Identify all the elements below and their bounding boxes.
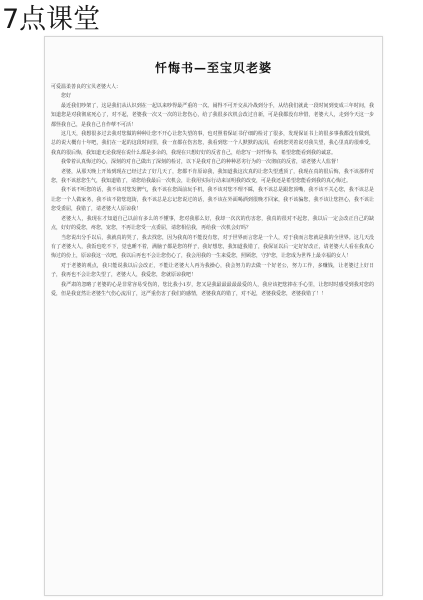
page-heading: 7点课堂 (2, 4, 101, 35)
letter-paragraph: 这几天，我想很多过去我对您做的种种让您不开心让您失望的事，也对照着保证书仔细的检讨了很多，发现保证书上的很多事我都没有做到，总的说大概有十年吧，我们在一起的这段时间里，我一直都在伤害您，我看到您一个人默默的流泪，看到您哭着说对我失望，我心里真的很难受，我真的很后悔，我知道无论我现在说什么都是多余的，我现在只想好好的反省自己，给您写一封忏悔书，希望您能看到我的诚意。 (51, 131, 374, 156)
letter-paragraph: 当您说出分手以后，我就真的哭了，我去找您，因为我真的不能没有您，对于世界而言您是一个人，对于我而言您就是我的全世界。这几天没有了老婆大人，我饭也吃不下，觉也睡不着，满脑子都是您的样子，我好想您，我知道我错了，我保证以后一定好好改正，请老婆大人看在我真心悔过的份上，原谅我这一次吧，我以后再也不会让您伤心了，我会用我的一生来爱您，照顾您，守护您，让您成为世界上最幸福的女人！ (51, 234, 374, 260)
letter-paragraph: 我严肃的忽略了老婆的心是非常容易受伤的，您比我小1岁，您又是我最最最最最爱的人，我应该把您捧在手心里，让您时时感受到我对您的爱，但是我竟然让老婆生气伤心流泪了，这严重伤害了我们的感情，老婆我真的错了，对不起，老婆我爱您，老婆我错了！！ (51, 281, 374, 297)
letter-paragraph: 最近我们吵架了，这是我们从认识到在一起以来吵得最严重的一次。闹得不可开交从冷战到分手，从结我们就此一段时间到变成三年时间，我知道您是对我彻底死心了，对不起，老婆我一次又一次的让您伤心，给了我很多次机会改过自新，可是我都没有珍惜，老婆大人，走到今天这一步都怪我自己，是我自己自作孽不可活！ (51, 102, 374, 128)
letter-paragraph: 我带着认真悔过的心，深刻的对自己做出了深刻的检讨，以下是我对自己的种种恶劣行为的一次彻底的反省，请老婆大人监督！ (61, 159, 342, 166)
letter-scan (44, 36, 383, 596)
letter-paragraph: 您好 (61, 93, 72, 100)
letter-title: 忏悔书—至宝贝老婆 (154, 61, 272, 75)
letter-body (51, 83, 374, 589)
letter-paragraph: 我不该不听您的话，我不该对您发脾气，我不该在您面前玩手机，我不该对您不理不睬，我不该总是跟您顶嘴，我不该不关心您，我不该总是让您一个人做家务，我不该不陪您逛街，我不该总是忘记您说过的话，我不该在外面喝酒到很晚才回家，我不该骗您，我不该让您担心，我不该让您受委屈，我错了，请老婆大人原谅我！ (51, 187, 374, 213)
letter-salutation: 可爱温柔善良的宝贝老婆大人： (51, 84, 122, 90)
letter-paragraph: 老婆大人，我现在才知道自己以前有多么的不懂事，您对我那么好，我却一次次的伤害您，我真的很对不起您，我以后一定会改正自己的缺点，好好的爱您，疼您，宠您，不再让您受一点委屈，请您相信我，再给我一次机会好吗？ (51, 215, 374, 232)
letter-paragraph: 对于老婆的观点，我只能说我以后会改正，不能让老婆大人再为我操心，我会努力的去做一个好老公，努力工作，多赚钱，让老婆过上好日子，我再也不会让您失望了，老婆大人，我爱您，您就原谅我吧！ (51, 262, 374, 279)
letter-paragraph: 老婆，从那天晚上开始到现在已经过去了好几天了，您都不肯原谅我，我知道我这次真的让您失望透顶了，我现在真的很后悔，我不该那样对您，我不该惹您生气，我知道错了，请您给我最后一次机会，让我用实际行动来证明我的改变，可是我还是希望您能看到我的真心悔过。 (51, 168, 374, 185)
